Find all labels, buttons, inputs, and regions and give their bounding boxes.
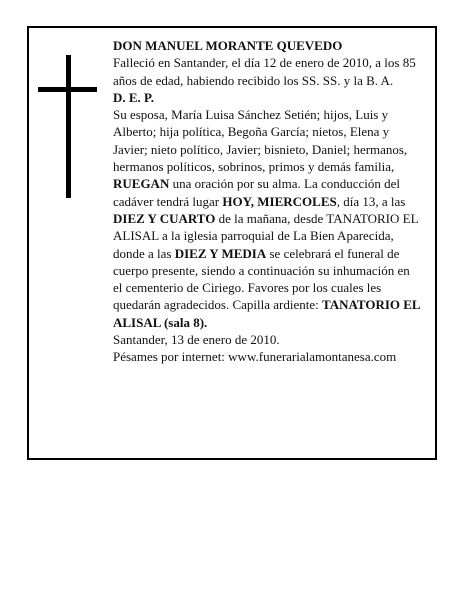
dep: D. E. P. xyxy=(113,89,155,105)
cross-icon-bar xyxy=(38,87,97,92)
condolences-line: Pésames por internet: www.funerarialamontanesa.com xyxy=(113,349,397,365)
place-date: Santander, 13 de enero de 2010. xyxy=(113,332,280,348)
death-notice: Falleció en Santander, el día 12 de enero de 2010, a los 85 años de edad, habiendo recibido los SS. SS. y la B. A. xyxy=(113,55,416,88)
cross-icon xyxy=(66,55,71,198)
ceremony-details: RUEGAN una oración por su alma. La conducción del cadáver tendrá lugar HOY, MIERCOLES, día 13, a las DIEZ Y CUARTO de la mañana, desde TANATORIO EL ALISAL a la iglesia parroquial de La Bien Aparecida, donde a las DIEZ Y MEDIA se celebrará el funeral de cuerpo presente, siendo a continuación su inhumación en el cementerio de Ciriego. Favores por los cuales les quedarán agradecidos. Capilla ardiente: TANATORIO EL ALISAL (sala 8). xyxy=(113,176,420,330)
family-list: Su esposa, María Luisa Sánchez Setién; hijos, Luis y Alberto; hija política, Begoña García; nietos, Elena y Javier; nieto político, Javier; bisnieto, Daniel; hermanos, hermanos políticos, sobrinos, primos y demás familia, xyxy=(113,107,408,175)
obituary-text xyxy=(113,37,421,366)
deceased-name: DON MANUEL MORANTE QUEVEDO xyxy=(113,38,343,53)
